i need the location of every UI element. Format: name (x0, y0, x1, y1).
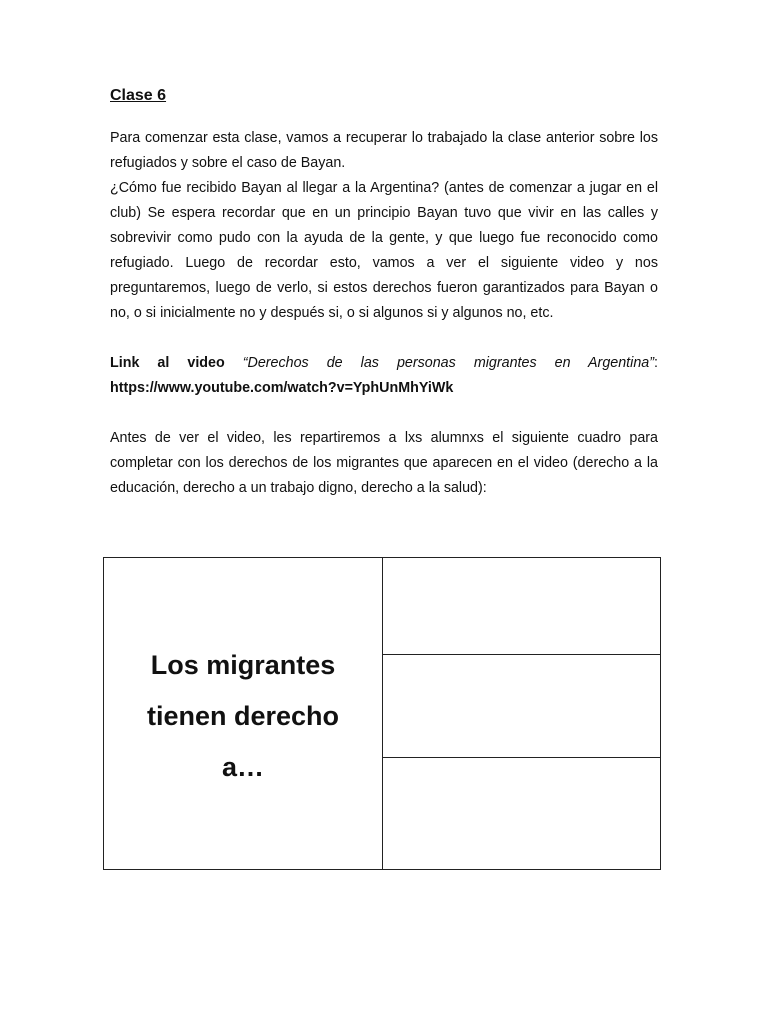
question-paragraph: ¿Cómo fue recibido Bayan al llegar a la Argentina? (antes de comenzar a jugar en el club) Se espera recordar que en un principio Bayan tuvo que vivir en las calles y sobrevivir como pudo con la ayuda de la gente, y que luego fue reconocido como refugiado. Luego de recordar esto, vamos a ver el siguiente video y nos preguntaremos, luego de verlo, si estos derechos fueron garantizados para Bayan o no, o si inicialmente no y después si, o si algunos si y algunos no, etc. (110, 180, 658, 321)
answer-cell-1[interactable] (383, 558, 660, 655)
instructions-paragraph: Antes de ver el video, les repartiremos a lxs alumnxs el siguiente cuadro para completar con los derechos de los migrantes que aparecen en el video (derecho a la educación, derecho a un trabajo digno, derecho a la salud): (110, 430, 658, 496)
table-heading-text: Los migrantes tienen derecho a… (146, 650, 340, 782)
link-label: Link al video (110, 355, 225, 371)
video-link-block (110, 351, 658, 401)
table-heading-cell (104, 558, 383, 869)
video-title: “Derechos de las personas migrantes en Argentina” (242, 355, 654, 371)
table-answer-column (383, 558, 660, 869)
spacer (110, 401, 658, 426)
video-url-link[interactable]: https://www.youtube.com/watch?v=YphUnMhYiWk (110, 380, 454, 396)
intro-paragraph: Para comenzar esta clase, vamos a recuperar lo trabajado la clase anterior sobre los refugiados y sobre el caso de Bayan. (110, 130, 658, 171)
rights-table (103, 557, 661, 870)
answer-cell-3[interactable] (383, 758, 660, 869)
link-separator: : (654, 355, 658, 371)
document-body (110, 84, 658, 501)
page-title: Clase 6 (110, 87, 167, 104)
answer-cell-2[interactable] (383, 655, 660, 758)
spacer (110, 326, 658, 351)
